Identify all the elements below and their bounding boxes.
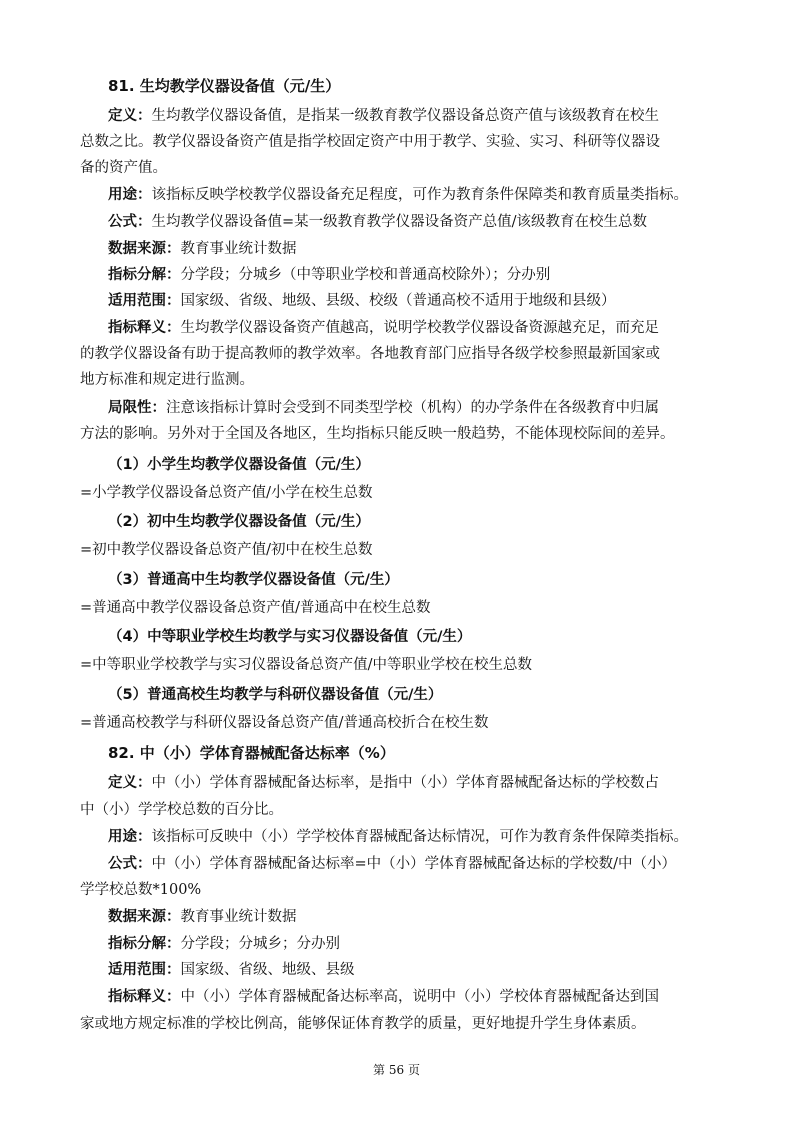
s82-definition-text-1: 中（小）学体育器械配备达标率，是指中（小）学体育器械配备达标的学校数占 (151, 775, 659, 791)
s81-definition-line-2: 总数之比。教学仪器设备资产值是指学校固定资产中用于教学、实验、实习、科研等仪器设 (80, 134, 660, 150)
s82-use-label: 用途： (108, 829, 152, 845)
s81-sub1-title: （1）小学生均教学仪器设备值（元/生） (108, 457, 370, 473)
s82-breakdown-line (108, 934, 340, 954)
s81-formula-text: 生均教学仪器设备值=某一级教育教学仪器设备资产总值/该级教育在校生总数 (151, 214, 648, 230)
s81-scope-line (108, 291, 616, 311)
s81-breakdown-line (108, 265, 550, 285)
s81-definition-text-1: 生均教学仪器设备值，是指某一级教育教学仪器设备总资产值与该级教育在校生 (151, 108, 659, 124)
s82-source-line (108, 907, 297, 927)
s81-scope-text: 国家级、省级、地级、县级、校级（普通高校不适用于地级和县级） (180, 293, 616, 309)
s82-formula-label: 公式： (108, 856, 152, 872)
s82-use-line (108, 827, 688, 847)
section-82-title: 82. 中（小）学体育器械配备达标率（%） (108, 744, 395, 762)
s81-sub3-formula: =普通高中教学仪器设备总资产值/普通高中在校生总数 (80, 600, 431, 616)
s81-source-line (108, 239, 297, 259)
page-number: 第 56 页 (373, 1063, 420, 1077)
s82-formula-line-2: 学学校总数*100% (80, 882, 202, 898)
s82-use-text: 该指标可反映中（小）学学校体育器械配备达标情况，可作为教育条件保障类指标。 (151, 829, 688, 845)
s81-interpretation-line-2: 的教学仪器设备有助于提高教师的教学效率。各地教育部门应指导各级学校参照最新国家或 (80, 346, 660, 362)
s81-use-label: 用途： (108, 187, 152, 203)
s82-definition-line-1 (108, 773, 659, 793)
s82-formula-text-1: 中（小）学体育器械配备达标率=中（小）学体育器械配备达标的学校数/中（小） (151, 856, 677, 872)
s81-sub2-title: （2）初中生均教学仪器设备值（元/生） (108, 514, 370, 530)
s81-interpretation-line-1 (108, 318, 659, 338)
s81-sub5-formula: =普通高校教学与科研仪器设备总资产值/普通高校折合在校生数 (80, 715, 489, 731)
s81-interpretation-line-3: 地方标准和规定进行监测。 (80, 372, 254, 388)
s81-sub2-formula: =初中教学仪器设备总资产值/初中在校生总数 (80, 542, 373, 558)
s82-breakdown-label: 指标分解： (108, 936, 181, 952)
s82-scope-line (108, 960, 355, 980)
s81-interpretation-label: 指标释义： (108, 320, 181, 336)
s81-sub5-title: （5）普通高校生均教学与科研仪器设备值（元/生） (108, 687, 443, 703)
s82-formula-line-1 (108, 854, 676, 874)
s81-scope-label: 适用范围： (108, 293, 181, 309)
s81-sub4-title: （4）中等职业学校生均教学与实习仪器设备值（元/生） (108, 629, 472, 645)
s81-formula-line (108, 212, 647, 232)
s81-definition-label: 定义： (108, 108, 152, 124)
s82-definition-line-2: 中（小）学学校总数的百分比。 (80, 802, 283, 818)
s82-interpretation-text-1: 中（小）学体育器械配备达标率高，说明中（小）学校体育器械配备达到国 (180, 989, 659, 1005)
s82-scope-text: 国家级、省级、地级、县级 (180, 962, 355, 978)
s81-definition-line-3: 备的资产值。 (80, 160, 167, 176)
s81-breakdown-text: 分学段；分城乡（中等职业学校和普通高校除外）；分办别 (180, 267, 551, 283)
s81-sub3-title: （3）普通高中生均教学仪器设备值（元/生） (108, 572, 399, 588)
s82-interpretation-line-2: 家或地方规定标准的学校比例高，能够保证体育教学的质量，更好地提升学生身体素质。 (80, 1016, 646, 1032)
s81-source-label: 数据来源： (108, 241, 181, 257)
s81-definition-line-1 (108, 106, 659, 126)
s81-limitation-line-1 (108, 398, 659, 418)
s81-limitation-label: 局限性： (108, 400, 166, 416)
s81-interpretation-text-1: 生均教学仪器设备资产值越高，说明学校教学仪器设备资源越充足，而充足 (180, 320, 659, 336)
s81-sub4-formula: =中等职业学校教学与实习仪器设备总资产值/中等职业学校在校生总数 (80, 657, 533, 673)
s82-source-text: 教育事业统计数据 (180, 909, 297, 925)
s81-sub1-formula: =小学教学仪器设备总资产值/小学在校生总数 (80, 485, 373, 501)
s81-source-text: 教育事业统计数据 (180, 241, 297, 257)
s82-interpretation-line-1 (108, 987, 659, 1007)
s81-use-text: 该指标反映学校教学仪器设备充足程度，可作为教育条件保障类和教育质量类指标。 (151, 187, 688, 203)
s81-limitation-text-1: 注意该指标计算时会受到不同类型学校（机构）的办学条件在各级教育中归属 (166, 400, 659, 416)
s82-source-label: 数据来源： (108, 909, 181, 925)
s81-use-line (108, 185, 688, 205)
s81-breakdown-label: 指标分解： (108, 267, 181, 283)
s81-limitation-line-2: 方法的影响。另外对于全国及各地区，生均指标只能反映一般趋势，不能体现校际间的差异。 (80, 426, 675, 442)
s82-breakdown-text: 分学段；分城乡；分办别 (180, 936, 340, 952)
s82-definition-label: 定义： (108, 775, 152, 791)
section-81-title: 81. 生均教学仪器设备值（元/生） (108, 77, 341, 95)
s82-interpretation-label: 指标释义： (108, 989, 181, 1005)
s81-formula-label: 公式： (108, 214, 152, 230)
s82-scope-label: 适用范围： (108, 962, 181, 978)
